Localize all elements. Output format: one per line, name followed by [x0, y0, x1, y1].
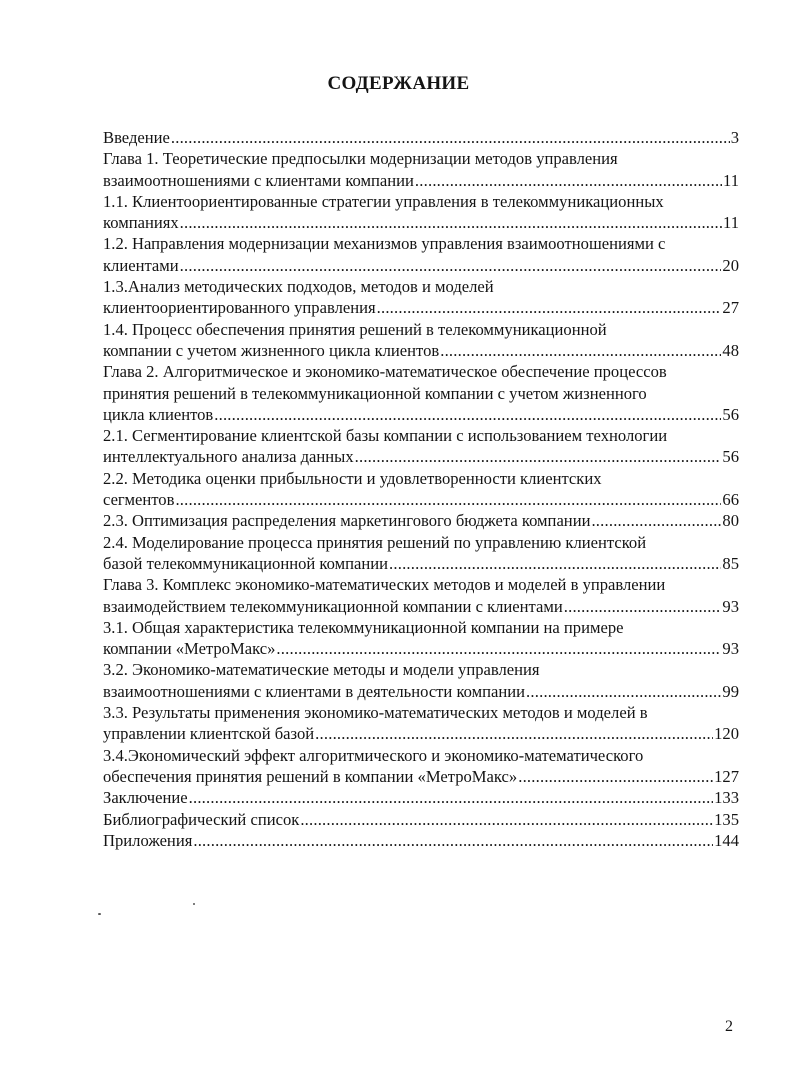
toc-entry-text: Введение	[103, 128, 170, 147]
toc-entry	[103, 276, 739, 319]
toc-entry	[103, 233, 739, 276]
dot-leader	[315, 723, 713, 744]
toc-entry-leader-line	[103, 255, 739, 276]
toc-entry-leader-line	[103, 489, 739, 510]
toc-entry	[103, 787, 739, 808]
toc-entry-line: Глава 2. Алгоритмическое и экономико-математическое обеспечение процессов	[103, 362, 667, 382]
toc-entry-text: взаимодействием телекоммуникационной компании с клиентами	[103, 596, 563, 616]
toc-entry-leader-line	[103, 212, 739, 233]
toc-page-number: 27	[722, 298, 739, 318]
toc-entry-leader-line	[103, 297, 739, 318]
toc-entry	[103, 148, 739, 191]
toc-page-number: 20	[722, 255, 739, 275]
toc-entry-leader-line	[103, 404, 739, 425]
toc-entry-leader-line	[103, 787, 739, 808]
toc-page-number: 93	[722, 596, 739, 616]
toc-entry-line: 1.4. Процесс обеспечения принятия решений в телекоммуникационной	[103, 319, 607, 339]
toc-entry-line: 3.3. Результаты применения экономико-математических методов и моделей в	[103, 703, 648, 723]
toc-page-number: 11	[723, 213, 739, 233]
toc-entry-line: 1.3.Анализ методических подходов, методов и моделей	[103, 277, 494, 297]
dot-leader	[518, 766, 713, 787]
toc-entry	[103, 659, 739, 702]
toc-entry	[103, 468, 739, 511]
toc-entry	[103, 617, 739, 660]
toc-entry-leader-line	[103, 553, 739, 574]
dot-leader	[171, 127, 730, 148]
toc-page-number: 93	[722, 639, 739, 659]
toc-page-number: 99	[722, 681, 739, 701]
dot-leader	[180, 212, 722, 233]
toc-entry-leader-line	[103, 596, 739, 617]
page-title: СОДЕРЖАНИЕ	[327, 73, 470, 94]
toc-page-number: 85	[722, 553, 739, 573]
toc-entry-leader-line	[103, 340, 739, 361]
toc-entry-text: обеспечения принятия решений в компании «МетроМакс»	[103, 766, 518, 786]
toc-entry-leader-line	[103, 681, 739, 702]
dot-leader	[276, 638, 721, 659]
toc-entry-line: 3.4.Экономический эффект алгоритмического и экономико-математического	[103, 745, 644, 765]
toc-entry	[103, 425, 739, 468]
toc-entry-text: Библиографический список	[103, 809, 300, 829]
toc-entry-line: 2.4. Моделирование процесса принятия решений по управлению клиентской	[103, 532, 647, 552]
toc-entry	[103, 510, 739, 531]
toc-page-number: 48	[722, 340, 739, 360]
dot-leader	[214, 404, 721, 425]
toc-entry-text: сегментов	[103, 490, 175, 510]
toc-entry	[103, 532, 739, 575]
toc-entry-leader-line	[103, 766, 739, 787]
toc-entry-leader-line	[103, 127, 739, 148]
toc-entry-line: Глава 3. Комплекс экономико-математических методов и моделей в управлении	[103, 575, 666, 595]
toc-entry-text: Приложения	[103, 830, 193, 850]
toc-entry-text: компании с учетом жизненного цикла клиентов	[103, 340, 440, 360]
dot-leader	[355, 446, 722, 467]
dot-leader	[377, 297, 722, 318]
toc-page-number: 133	[714, 788, 739, 808]
toc-page-number: 66	[722, 490, 739, 510]
dot-leader	[300, 809, 713, 830]
toc-entry-text: интеллектуального анализа данных	[103, 447, 354, 467]
toc-entry-line: 2.1. Сегментирование клиентской базы компании с использованием технологии	[103, 426, 668, 446]
toc-entry-leader-line	[103, 809, 739, 830]
toc-entry	[103, 574, 739, 617]
toc-entry-text: взаимоотношениями с клиентами в деятельности компании	[103, 681, 526, 701]
toc-entry-text: Заключение	[103, 788, 188, 808]
dot-leader	[193, 830, 713, 851]
toc-entry-line: 3.1. Общая характеристика телекоммуникационной компании на примере	[103, 617, 624, 637]
page-number: 2	[725, 1018, 733, 1035]
toc-entry-leader-line	[103, 638, 739, 659]
toc-entry-leader-line	[103, 446, 739, 467]
toc-entry-text: 2.3. Оптимизация распределения маркетингового бюджета компании	[103, 511, 591, 531]
toc-page-number: 56	[722, 447, 739, 467]
dot-leader	[591, 510, 721, 531]
scan-speck	[193, 903, 195, 905]
toc-entry-text: клиентами	[103, 255, 179, 275]
toc-entry-line: принятия решений в телекоммуникационной компании с учетом жизненного	[103, 383, 647, 403]
toc-page-number: 120	[714, 724, 739, 744]
toc-entry	[103, 809, 739, 830]
toc-entry	[103, 127, 739, 148]
toc-page-number: 11	[723, 170, 739, 190]
toc-page-number: 3	[730, 128, 739, 147]
toc-entry-leader-line	[103, 510, 739, 531]
toc-entry	[103, 361, 739, 425]
dot-leader	[564, 596, 722, 617]
toc-entry-leader-line	[103, 830, 739, 851]
toc-entry-text: цикла клиентов	[103, 404, 214, 424]
toc-entry	[103, 830, 739, 851]
toc-entry	[103, 745, 739, 788]
dot-leader	[175, 489, 721, 510]
toc-entry-line: 2.2. Методика оценки прибыльности и удовлетворенности клиентских	[103, 468, 602, 488]
toc-page-number: 144	[714, 830, 739, 850]
dot-leader	[180, 255, 722, 276]
toc-entry-text: базой телекоммуникационной компании	[103, 553, 389, 573]
toc-entry-line: 1.1. Клиентоориентированные стратегии управления в телекоммуникационных	[103, 191, 664, 211]
toc-entry	[103, 191, 739, 234]
scan-speck	[98, 913, 101, 915]
toc-entry-text: взаимоотношениями с клиентами компании	[103, 170, 414, 190]
toc-entry-leader-line	[103, 170, 739, 191]
toc-entry	[103, 702, 739, 745]
dot-leader	[440, 340, 721, 361]
dot-leader	[415, 170, 722, 191]
dot-leader	[389, 553, 721, 574]
toc-page-number: 127	[714, 766, 739, 786]
toc-entry-text: клиентоориентированного управления	[103, 298, 376, 318]
dot-leader	[189, 787, 713, 808]
dot-leader	[526, 681, 721, 702]
toc-entry-text: компании «МетроМакс»	[103, 639, 276, 659]
toc-page-number: 80	[722, 511, 739, 531]
toc-entry-text: компаниях	[103, 213, 179, 233]
toc-entry-text: управлении клиентской базой	[103, 724, 315, 744]
toc-entry-line: Глава 1. Теоретические предпосылки модернизации методов управления	[103, 149, 618, 169]
toc-entry-leader-line	[103, 723, 739, 744]
toc-page-number: 56	[722, 404, 739, 424]
toc-entry-line: 3.2. Экономико-математические методы и модели управления	[103, 660, 540, 680]
table-of-contents	[103, 127, 739, 851]
toc-entry-line: 1.2. Направления модернизации механизмов управления взаимоотношениями с	[103, 234, 666, 254]
toc-entry	[103, 319, 739, 362]
toc-page-number: 135	[714, 809, 739, 829]
